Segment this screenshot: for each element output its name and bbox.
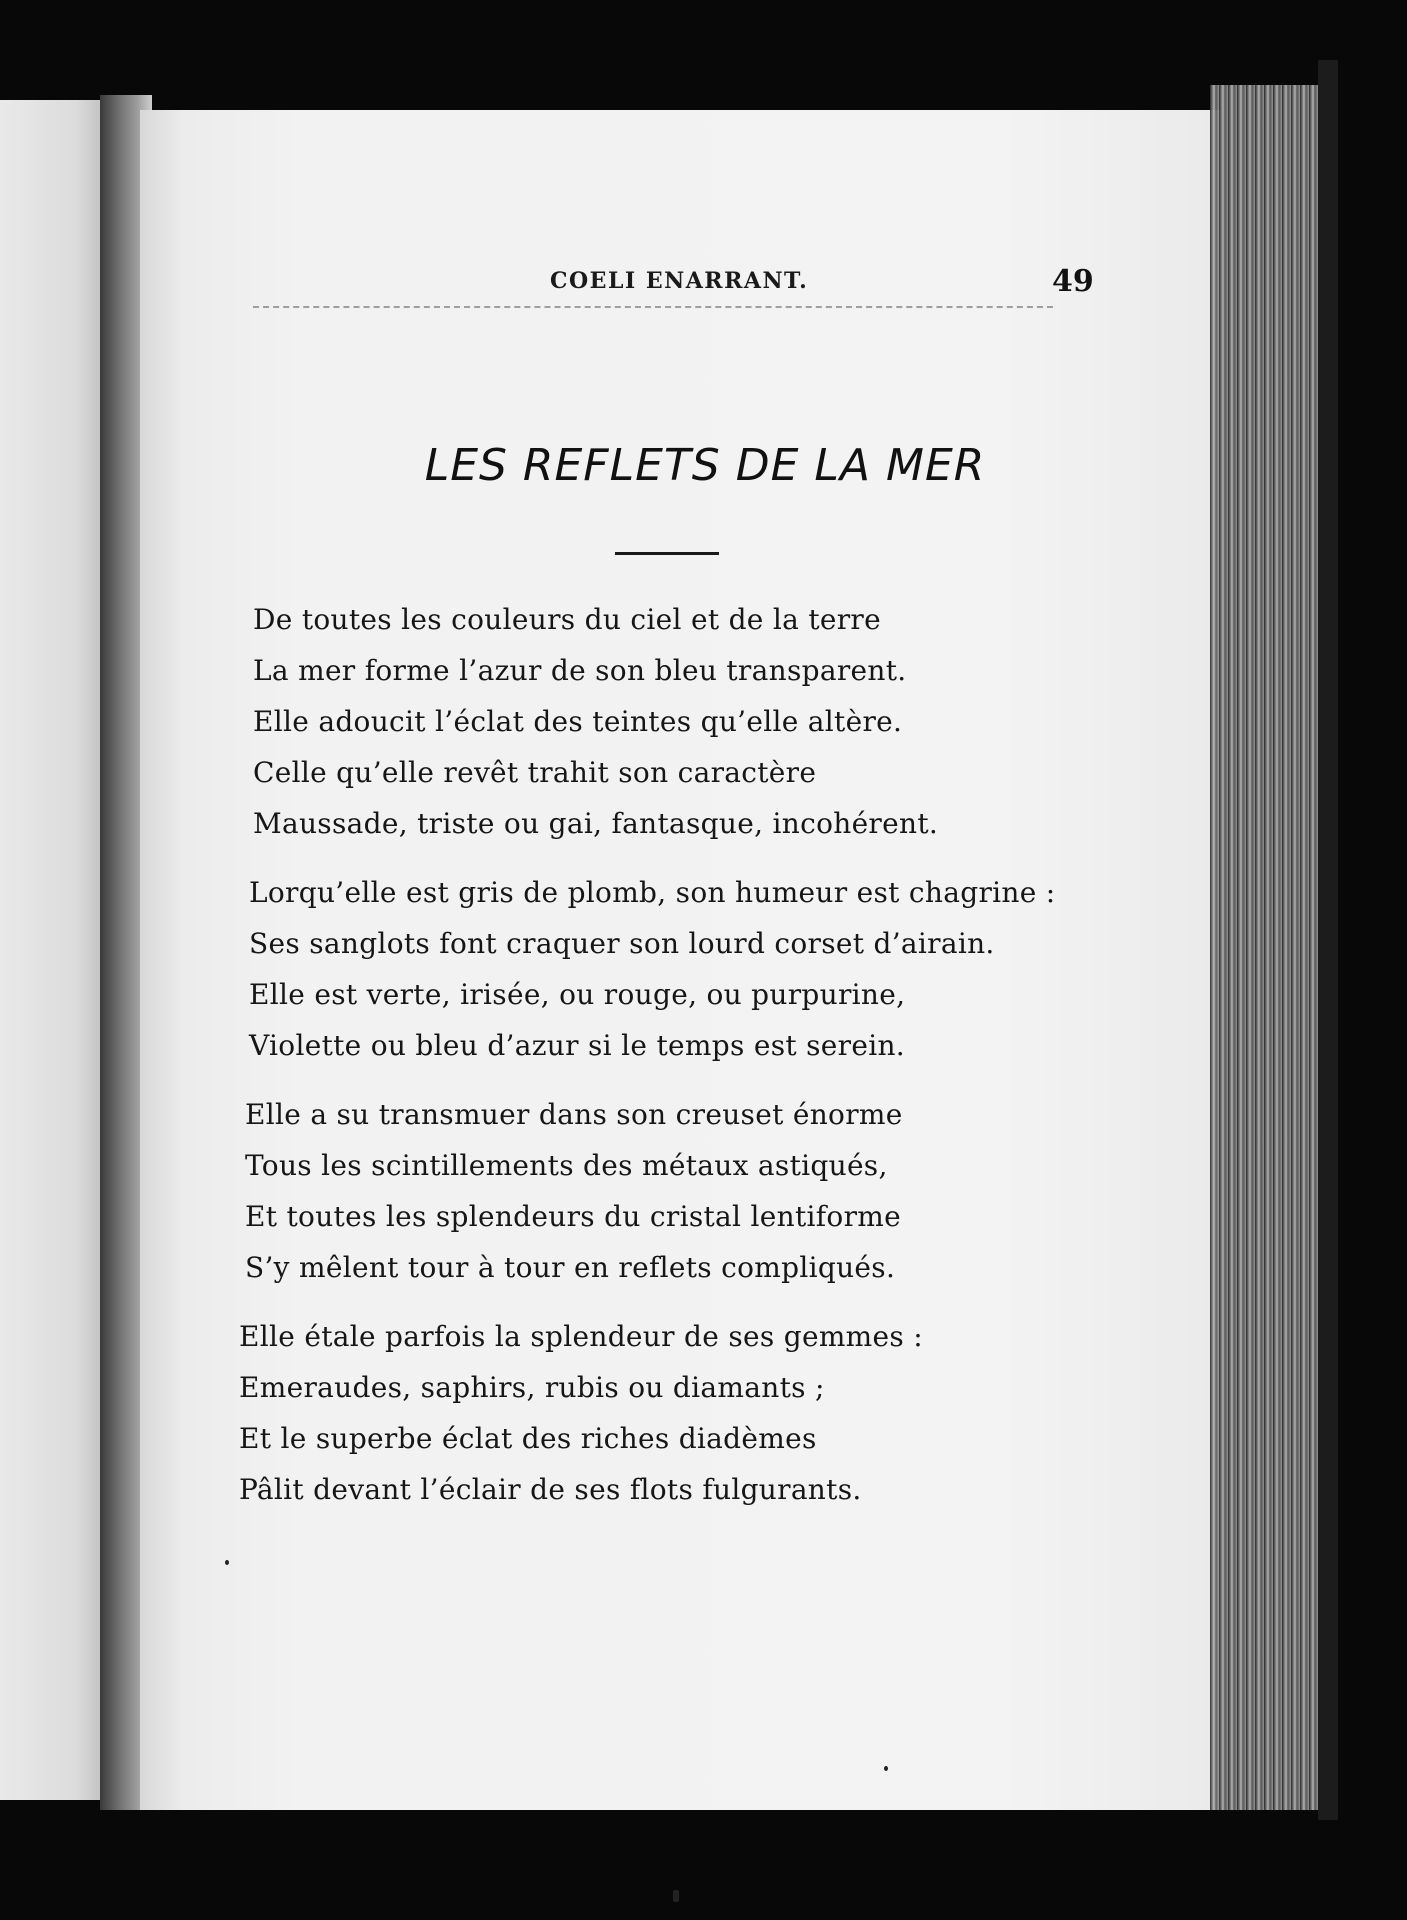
stanza-2 (249, 867, 1115, 1071)
poem-line: Celle qu’elle revêt trahit son caractère (253, 756, 817, 789)
poem-line: De toutes les couleurs du ciel et de la terre (253, 603, 881, 636)
poem-line: Elle est verte, irisée, ou rouge, ou purpurine, (249, 978, 906, 1011)
poem-line: Elle a su transmuer dans son creuset énorme (245, 1098, 903, 1131)
running-head-title: COELI ENARRANT. (550, 268, 809, 294)
title-rule (615, 552, 719, 555)
stanza-1 (253, 594, 1115, 849)
poem-line: Maussade, triste ou gai, fantasque, incohérent. (253, 807, 939, 840)
running-head (140, 262, 1220, 302)
poem-line: Lorqu’elle est gris de plomb, son humeur est chagrine : (249, 876, 1056, 909)
poem-line: Elle étale parfois la splendeur de ses gemmes : (239, 1320, 923, 1353)
running-head-rule (253, 306, 1053, 308)
poem-line: Pâlit devant l’éclair de ses flots fulgurants. (239, 1473, 862, 1506)
poem-line: Ses sanglots font craquer son lourd corset d’airain. (249, 927, 995, 960)
poem-line: Et le superbe éclat des riches diadèmes (239, 1422, 817, 1455)
ink-speck (884, 1766, 888, 1771)
page-number: 49 (1052, 264, 1094, 299)
ink-speck (673, 1890, 679, 1902)
poem-line: Elle adoucit l’éclat des teintes qu’elle altère. (253, 705, 903, 738)
poem-line: S’y mêlent tour à tour en reflets compliqués. (245, 1251, 896, 1284)
page-block-shadow (1318, 60, 1338, 1820)
stanza-3 (245, 1089, 1115, 1293)
poem-line: Emeraudes, saphirs, rubis ou diamants ; (239, 1371, 825, 1404)
ink-speck (225, 1560, 229, 1565)
left-page-edge (0, 100, 108, 1800)
poem-line: Et toutes les splendeurs du cristal lentiforme (245, 1200, 901, 1233)
poem-title: LES REFLETS DE LA MER (424, 440, 986, 491)
page-block-edge (1210, 85, 1320, 1810)
poem-line: Tous les scintillements des métaux astiqués, (245, 1149, 888, 1182)
poem-line: La mer forme l’azur de son bleu transparent. (253, 654, 907, 687)
stanza-4 (239, 1311, 1115, 1515)
poem-line: Violette ou bleu d’azur si le temps est serein. (249, 1029, 905, 1062)
poem-body (235, 594, 1115, 1533)
